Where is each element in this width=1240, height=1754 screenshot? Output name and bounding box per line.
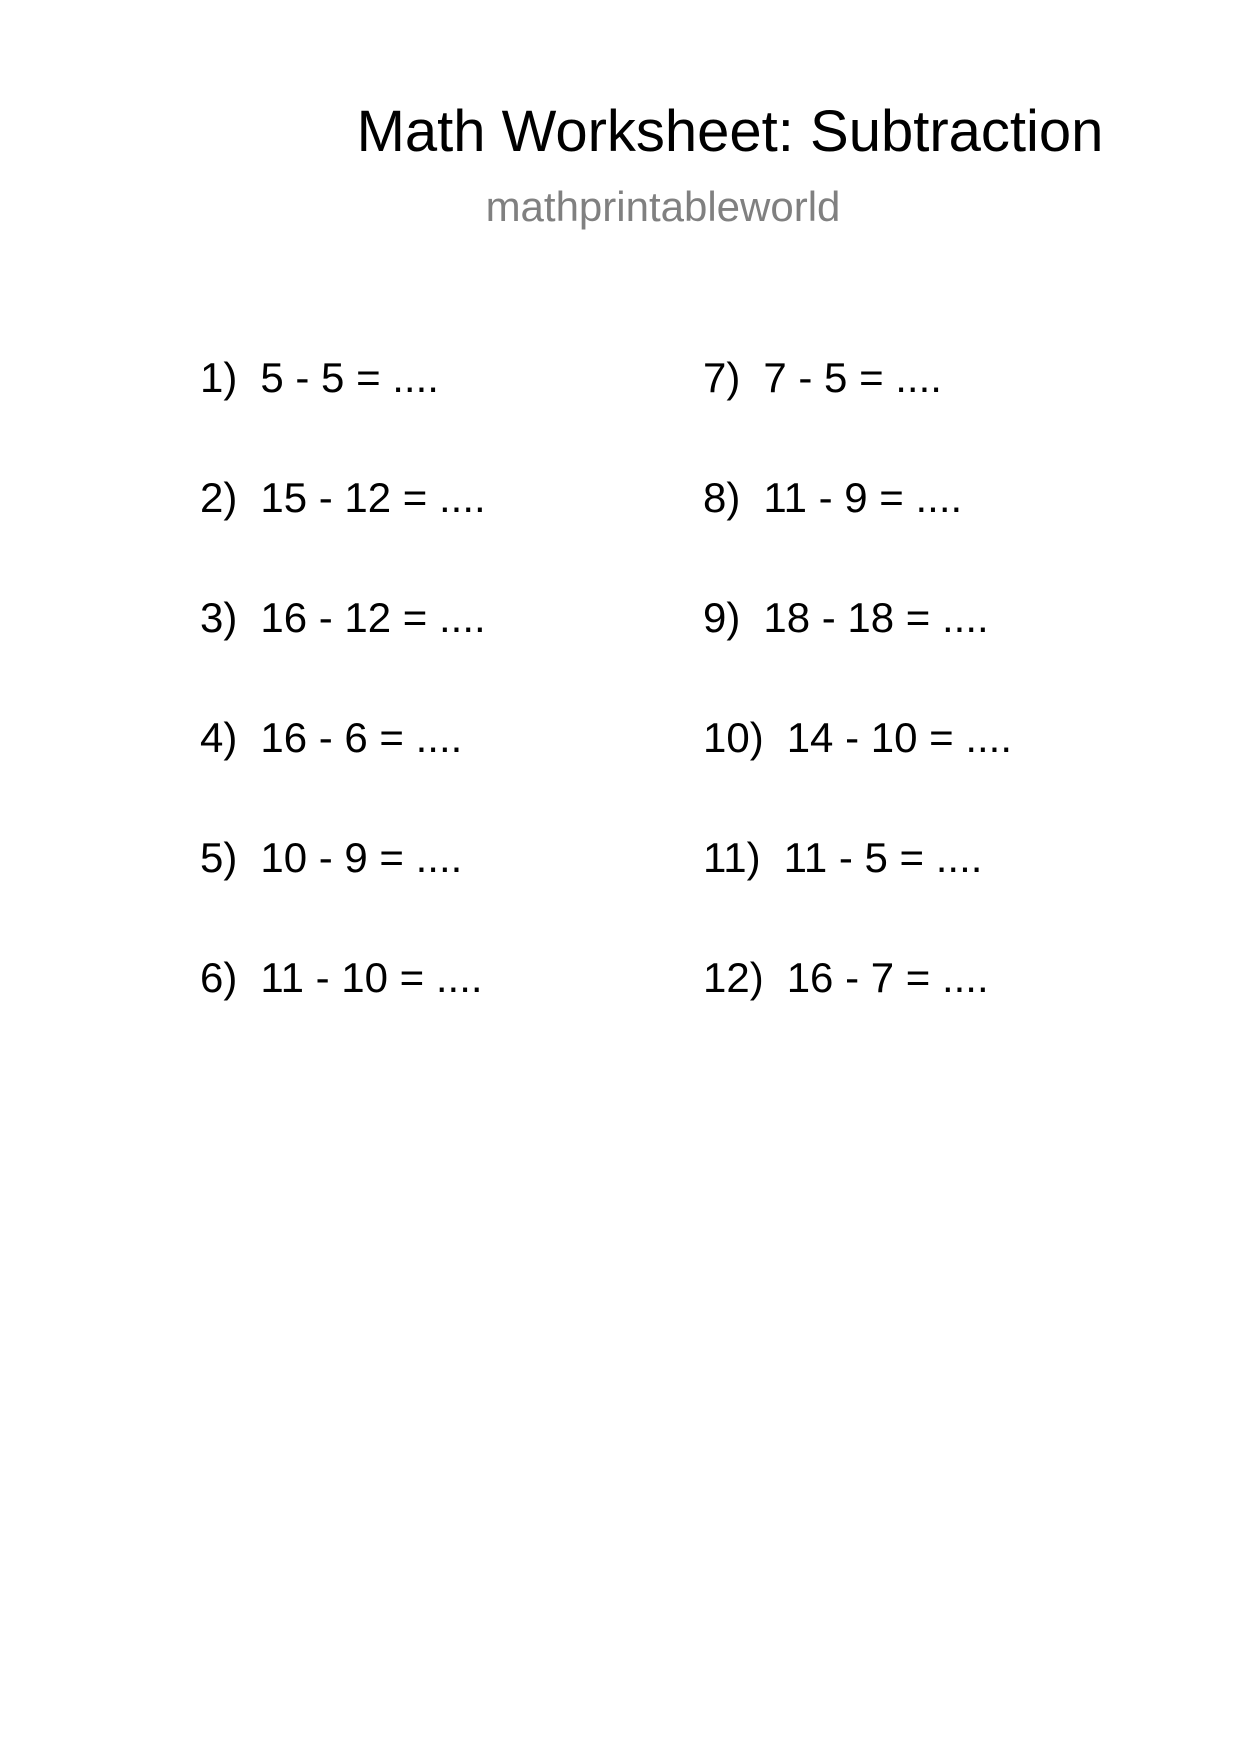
problem-expression: 14 - 10 = .... [786, 714, 1013, 761]
problem-number: 9) [703, 594, 741, 641]
problem-expression: 15 - 12 = .... [260, 474, 486, 521]
problem-item [200, 708, 486, 828]
problem-item [703, 948, 1012, 1068]
problem-expression: 16 - 7 = .... [786, 954, 989, 1001]
problem-item [200, 828, 486, 948]
problem-item [200, 468, 486, 588]
problem-item [200, 588, 486, 708]
problem-column-right [703, 348, 1012, 1068]
page-title: Math Worksheet: Subtraction [356, 99, 1104, 164]
problem-expression: 16 - 6 = .... [260, 714, 463, 761]
problem-number: 5) [200, 834, 238, 881]
problem-column-left [200, 348, 486, 1068]
problem-number: 12) [703, 954, 764, 1001]
problem-number: 3) [200, 594, 238, 641]
problem-item [200, 948, 486, 1068]
problem-expression: 5 - 5 = .... [260, 354, 439, 401]
page-subtitle: mathprintableworld [485, 183, 841, 230]
problem-expression: 18 - 18 = .... [763, 594, 989, 641]
problem-expression: 16 - 12 = .... [260, 594, 486, 641]
problem-item [703, 708, 1012, 828]
problem-expression: 11 - 10 = .... [260, 954, 483, 1001]
problem-number: 8) [703, 474, 741, 521]
problem-number: 11) [703, 834, 761, 881]
problem-number: 2) [200, 474, 238, 521]
problem-item [703, 348, 1012, 468]
problem-item [703, 588, 1012, 708]
problem-item [703, 828, 1012, 948]
problem-expression: 7 - 5 = .... [763, 354, 942, 401]
problem-number: 10) [703, 714, 764, 761]
problem-number: 6) [200, 954, 238, 1001]
problem-expression: 10 - 9 = .... [260, 834, 463, 881]
problem-item [200, 348, 486, 468]
problem-expression: 11 - 9 = .... [763, 474, 963, 521]
problem-expression: 11 - 5 = .... [783, 834, 983, 881]
problem-number: 4) [200, 714, 238, 761]
problem-grid [200, 348, 1100, 1068]
problem-item [703, 468, 1012, 588]
problem-number: 7) [703, 354, 741, 401]
problem-number: 1) [200, 354, 238, 401]
